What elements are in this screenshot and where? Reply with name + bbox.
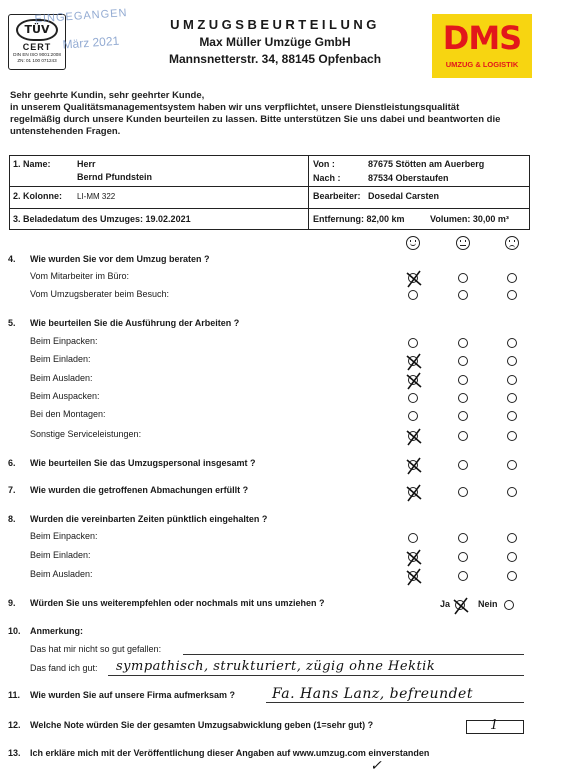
customer-info-table xyxy=(9,155,530,230)
rating-radio[interactable] xyxy=(408,290,418,300)
q5-einladen-label: Beim Einladen: xyxy=(30,354,91,364)
question-number: 10. xyxy=(8,626,21,636)
check-cross-icon xyxy=(404,371,424,391)
rating-radio[interactable] xyxy=(408,431,418,441)
tuv-zn: ZN: 01 100 071243 xyxy=(17,57,57,63)
q5-montagen-label: Bei den Montagen: xyxy=(30,409,106,419)
dms-logo-text: DMS xyxy=(442,19,522,57)
question-number: 7. xyxy=(8,485,16,495)
rating-radio[interactable] xyxy=(507,273,517,283)
rating-radio[interactable] xyxy=(458,273,468,283)
document-title: UMZUGSBEURTEILUNG xyxy=(170,17,380,32)
name-label: 1. Name: xyxy=(13,159,51,169)
rating-radio[interactable] xyxy=(408,552,418,562)
intro-line: regelmäßig durch unsere Kunden beurteilen zu lassen. Bitte unterstützen Sie uns dabei und beantworten die xyxy=(10,114,501,125)
question-13: Ich erkläre mich mit der Veröffentlichung dieser Angaben auf www.umzug.com einverstanden xyxy=(30,748,430,758)
q10-negative-line[interactable] xyxy=(183,654,524,655)
table-divider xyxy=(10,208,529,209)
q13-signature-mark: ✓ xyxy=(370,758,383,772)
stamp-date: März 2021 xyxy=(62,33,120,52)
intro-line: in unserem Qualitätsmanagementsystem haben wir uns verpflichtet, unsere Dienstleistungsqualität xyxy=(10,102,460,113)
customer-name: Bernd Pfundstein xyxy=(77,172,153,182)
rating-radio[interactable] xyxy=(507,533,517,543)
question-number: 8. xyxy=(8,514,16,524)
q9-nein-radio[interactable] xyxy=(504,600,514,610)
sad-face-icon xyxy=(505,236,519,250)
rating-radio[interactable] xyxy=(408,411,418,421)
question-number: 13. xyxy=(8,748,21,758)
check-cross-icon xyxy=(404,548,424,568)
intro-line: untenstehenden Fragen. xyxy=(10,126,121,137)
q9-nein-label: Nein xyxy=(478,599,498,609)
intro-line: Sehr geehrte Kundin, sehr geehrter Kunde, xyxy=(10,90,205,101)
rating-radio[interactable] xyxy=(458,338,468,348)
nach-label: Nach : xyxy=(313,173,341,183)
q5-ausladen-label: Beim Ausladen: xyxy=(30,373,93,383)
q9-ja-radio[interactable] xyxy=(455,600,465,610)
rating-radio[interactable] xyxy=(458,356,468,366)
nach-value: 87534 Oberstaufen xyxy=(368,173,449,183)
q10-negative-label: Das hat mir nicht so gut gefallen: xyxy=(30,644,162,654)
q10-positive-line[interactable] xyxy=(108,675,524,676)
q5-einpacken-label: Beim Einpacken: xyxy=(30,336,98,346)
rating-radio[interactable] xyxy=(408,356,418,366)
rating-radio[interactable] xyxy=(408,375,418,385)
rating-radio[interactable] xyxy=(408,338,418,348)
volumen: Volumen: 30,00 m³ xyxy=(430,214,509,224)
check-cross-icon xyxy=(404,567,424,587)
received-stamp xyxy=(34,7,137,66)
check-cross-icon xyxy=(404,483,424,503)
beladedatum: 3. Beladedatum des Umzuges: 19.02.2021 xyxy=(13,214,191,224)
stamp-label: EINGEGANGEN xyxy=(34,7,128,26)
check-cross-icon xyxy=(404,352,424,372)
rating-radio[interactable] xyxy=(458,431,468,441)
name-salutation: Herr xyxy=(77,159,96,169)
rating-radio[interactable] xyxy=(507,356,517,366)
question-7: Wie wurden die getroffenen Abmachungen erfüllt ? xyxy=(30,485,249,495)
rating-radio[interactable] xyxy=(408,533,418,543)
rating-radio[interactable] xyxy=(458,552,468,562)
check-cross-icon xyxy=(404,427,424,447)
question-number: 5. xyxy=(8,318,16,328)
von-value: 87675 Stötten am Auerberg xyxy=(368,159,485,169)
rating-radio[interactable] xyxy=(458,290,468,300)
rating-radio[interactable] xyxy=(507,571,517,581)
rating-radio[interactable] xyxy=(458,411,468,421)
question-4: Wie wurden Sie vor dem Umzug beraten ? xyxy=(30,254,210,264)
q5-service-label: Sonstige Serviceleistungen: xyxy=(30,429,142,439)
rating-radio[interactable] xyxy=(458,487,468,497)
rating-radio[interactable] xyxy=(507,431,517,441)
kolonne-label: 2. Kolonne: xyxy=(13,191,62,201)
question-9: Würden Sie uns weiterempfehlen oder nochmals mit uns umziehen ? xyxy=(30,598,325,608)
question-number: 6. xyxy=(8,458,16,468)
rating-radio[interactable] xyxy=(408,460,418,470)
dms-logo xyxy=(432,14,532,78)
dms-tagline: UMZUG & LOGISTIK xyxy=(445,60,519,69)
question-12: Welche Note würden Sie der gesamten Umzugsabwicklung geben (1=sehr gut) ? xyxy=(30,720,374,730)
rating-radio[interactable] xyxy=(507,460,517,470)
rating-radio[interactable] xyxy=(507,290,517,300)
q12-answer: 1 xyxy=(490,718,499,733)
q8-einpacken-label: Beim Einpacken: xyxy=(30,531,98,541)
rating-radio[interactable] xyxy=(408,571,418,581)
rating-radio[interactable] xyxy=(458,375,468,385)
question-11: Wie wurden Sie auf unsere Firma aufmerksam ? xyxy=(30,690,235,700)
question-10: Anmerkung: xyxy=(30,626,84,636)
check-cross-icon xyxy=(451,596,471,616)
check-cross-icon xyxy=(404,456,424,476)
neutral-face-icon xyxy=(456,236,470,250)
q4-visit-label: Vom Umzugsberater beim Besuch: xyxy=(30,289,170,299)
von-label: Von : xyxy=(313,159,335,169)
table-divider xyxy=(10,186,529,187)
question-6: Wie beurteilen Sie das Umzugspersonal insgesamt ? xyxy=(30,458,256,468)
rating-radio[interactable] xyxy=(507,487,517,497)
bearbeiter-label: Bearbeiter: xyxy=(313,191,361,201)
rating-radio[interactable] xyxy=(507,338,517,348)
q8-ausladen-label: Beim Ausladen: xyxy=(30,569,93,579)
company-address: Mannsnetterstr. 34, 88145 Opfenbach xyxy=(168,52,382,66)
bearbeiter-value: Dosedal Carsten xyxy=(368,191,440,201)
question-number: 9. xyxy=(8,598,16,608)
question-5: Wie beurteilen Sie die Ausführung der Arbeiten ? xyxy=(30,318,240,328)
rating-radio[interactable] xyxy=(408,273,418,283)
rating-radio[interactable] xyxy=(458,393,468,403)
q11-answer-line[interactable] xyxy=(266,702,524,703)
question-number: 4. xyxy=(8,254,16,264)
q8-einladen-label: Beim Einladen: xyxy=(30,550,91,560)
rating-radio[interactable] xyxy=(507,375,517,385)
q10-positive-answer: sympathisch, strukturiert, zügig ohne Hektik xyxy=(116,659,436,674)
q4-office-label: Vom Mitarbeiter im Büro: xyxy=(30,271,130,281)
q5-auspacken-label: Beim Auspacken: xyxy=(30,391,100,401)
rating-radio[interactable] xyxy=(408,393,418,403)
rating-radio[interactable] xyxy=(507,393,517,403)
company-name: Max Müller Umzüge GmbH xyxy=(199,35,351,49)
rating-radio[interactable] xyxy=(507,411,517,421)
rating-radio[interactable] xyxy=(507,552,517,562)
tuv-norm: DIN EN ISO 9001:2008 xyxy=(13,52,61,57)
rating-radio[interactable] xyxy=(458,571,468,581)
table-divider xyxy=(308,156,309,229)
tuv-logo-icon: TÜV xyxy=(16,19,58,41)
question-number: 12. xyxy=(8,720,21,730)
q11-answer: Fa. Hans Lanz, befreundet xyxy=(272,686,473,702)
q10-positive-label: Das fand ich gut: xyxy=(30,663,98,673)
happy-face-icon xyxy=(406,236,420,250)
entfernung: Entfernung: 82,00 km xyxy=(313,214,405,224)
kolonne-value: LI-MM 322 xyxy=(77,192,116,201)
question-number: 11. xyxy=(8,690,21,700)
document-header xyxy=(140,17,410,66)
rating-radio[interactable] xyxy=(458,533,468,543)
q9-ja-label: Ja xyxy=(440,599,451,609)
rating-radio[interactable] xyxy=(408,487,418,497)
question-8: Wurden die vereinbarten Zeiten pünktlich eingehalten ? xyxy=(30,514,268,524)
check-cross-icon xyxy=(404,269,424,289)
intro-text xyxy=(10,90,532,138)
tuv-cert-label: CERT xyxy=(22,42,52,52)
rating-radio[interactable] xyxy=(458,460,468,470)
